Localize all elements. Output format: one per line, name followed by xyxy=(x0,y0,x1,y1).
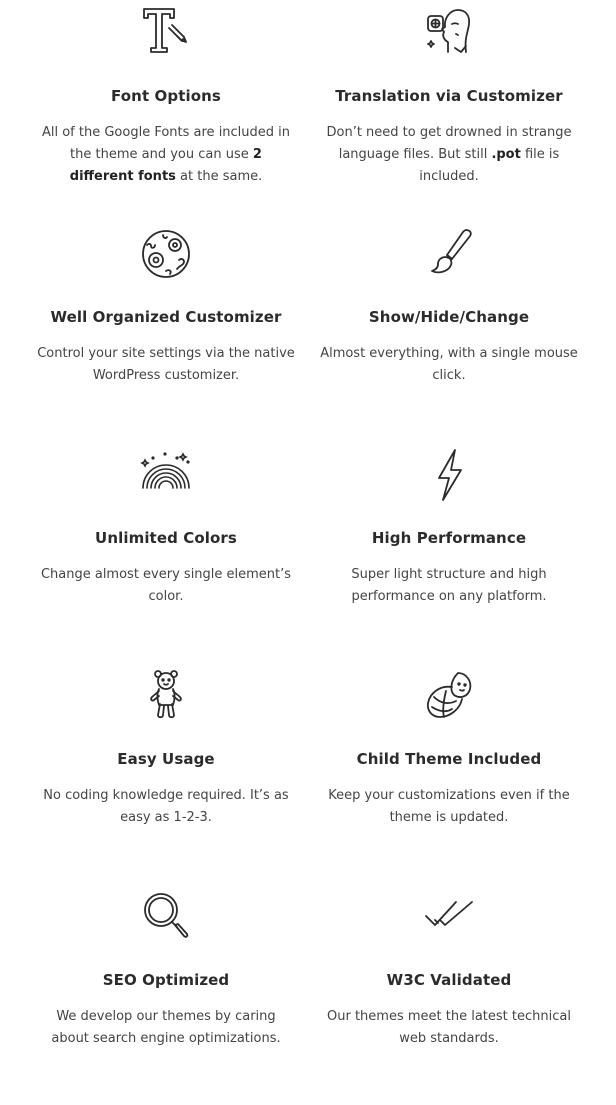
feature-seo xyxy=(36,890,296,1050)
feature-description: Almost everything, with a single mouse click. xyxy=(320,346,578,383)
feature-title: Font Options xyxy=(111,87,221,105)
feature-description: Change almost every single element’s color. xyxy=(40,567,292,604)
feature-easy-usage xyxy=(36,669,296,829)
desc-bold: .pot xyxy=(491,147,521,162)
desc-bold: 2 different fonts xyxy=(69,147,262,184)
feature-child-theme xyxy=(319,669,579,829)
rainbow-icon xyxy=(139,448,193,502)
feature-show-hide xyxy=(319,227,579,387)
feature-performance xyxy=(319,448,579,608)
feature-description: Keep your customizations even if the theme is updated. xyxy=(328,788,570,825)
lightning-icon xyxy=(422,448,476,502)
feature-description: Our themes meet the latest technical web standards. xyxy=(327,1009,571,1046)
feature-w3c xyxy=(319,890,579,1050)
magnifier-icon xyxy=(139,890,193,944)
feature-title: Well Organized Customizer xyxy=(50,308,282,326)
feature-title: W3C Validated xyxy=(386,971,512,989)
feature-description: Control your site settings via the native WordPress customizer. xyxy=(37,346,295,383)
feature-font-options xyxy=(36,6,296,188)
feature-colors xyxy=(36,448,296,608)
feature-title: Show/Hide/Change xyxy=(368,308,530,326)
font-pen-icon xyxy=(139,6,193,60)
translation-icon xyxy=(422,6,476,60)
teddy-bear-icon xyxy=(139,669,193,723)
feature-title: High Performance xyxy=(371,529,527,547)
feature-title: Child Theme Included xyxy=(356,750,542,768)
baby-icon xyxy=(422,669,476,723)
feature-translation xyxy=(319,6,579,188)
feature-description: Don’t need to get drowned in strange language files. But still .pot file is included. xyxy=(326,125,572,184)
feature-title: Translation via Customizer xyxy=(335,87,563,105)
feature-description: No coding knowledge required. It’s as easy as 1-2-3. xyxy=(43,788,289,825)
feature-description: We develop our themes by caring about search engine optimizations. xyxy=(51,1009,281,1046)
feature-customizer xyxy=(36,227,296,387)
paintbrush-icon xyxy=(422,227,476,281)
double-check-icon xyxy=(422,890,476,944)
feature-title: SEO Optimized xyxy=(102,971,230,989)
feature-description: Super light structure and high performance on any platform. xyxy=(351,567,547,604)
feature-title: Easy Usage xyxy=(117,750,215,768)
gears-icon xyxy=(139,227,193,281)
feature-title: Unlimited Colors xyxy=(95,529,237,547)
feature-description: All of the Google Fonts are included in the theme and you can use 2 different fonts at the same. xyxy=(41,125,291,184)
